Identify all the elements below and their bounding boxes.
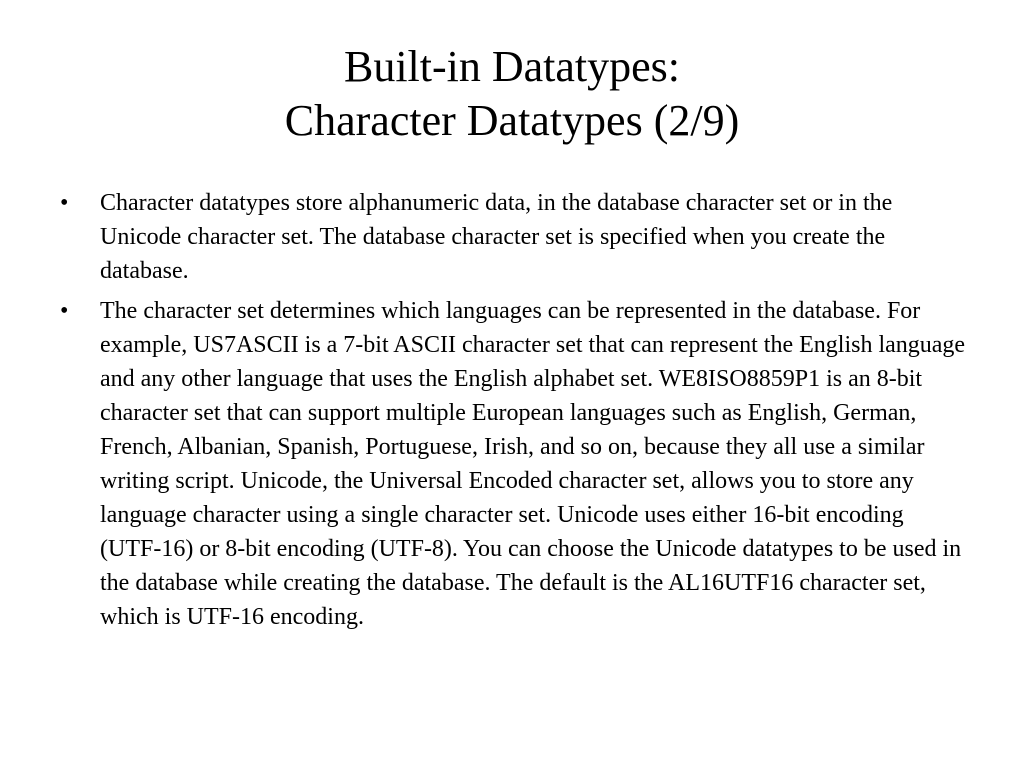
slide-title-line-1: Built-in Datatypes: [343,42,681,91]
bullet-text-1: Character datatypes store alphanumeric data, in the database character set or in the Unicode character set. The database character set is specified when you create the database. [100,190,893,284]
bullet-list [60,186,970,640]
bullet-item-1 [60,186,970,288]
bullet-item-2 [60,294,970,634]
slide-title [0,40,1024,148]
bullet-icon: • [60,298,69,324]
bullet-icon: • [60,190,69,216]
slide-title-line-2: Character Datatypes (2/9) [284,96,740,145]
bullet-text-2: The character set determines which languages can be represented in the database. For example, US7ASCII is a 7-bit ASCII character set that can represent the English language and any other language that uses the English alphabet set. WE8ISO8859P1 is an 8-bit character set that can support multiple European languages such as English, German, French, Albanian, Spanish, Portuguese, Irish, and so on, because they all use a similar writing script. Unicode, the Universal Encoded character set, allows you to store any language character using a single character set. Unicode uses either 16-bit encoding (UTF-16) or 8-bit encoding (UTF-8). You can choose the Unicode datatypes to be used in the database while creating the database. The default is the AL16UTF16 character set, which is UTF-16 encoding. [100,298,966,630]
